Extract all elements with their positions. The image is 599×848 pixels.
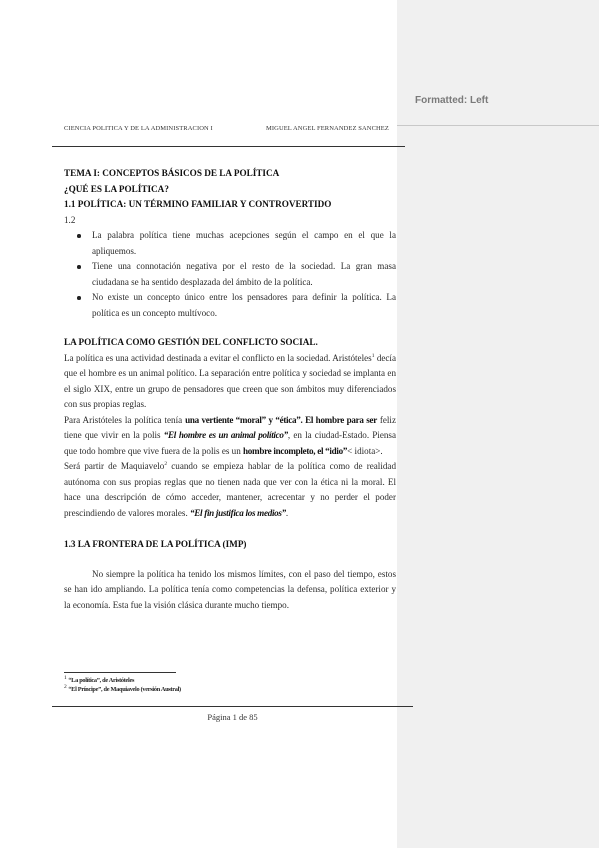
para2-text-d: < idiota>. [347, 445, 383, 456]
margin-divider [397, 125, 599, 126]
para3-emphasis: “El fin justifica los medios” [190, 507, 286, 518]
footnote-number: 1 [64, 674, 67, 681]
heading-tema: TEMA I: CONCEPTOS BÁSICOS DE LA POLÍTICA [64, 168, 280, 178]
para2-emphasis-2: “El hombre es un animal político” [163, 430, 288, 440]
para2-emphasis-1: una vertiente “moral” y “ética”. El hombre para ser [185, 414, 377, 425]
formatted-comment-label: Formatted: Left [415, 95, 489, 106]
footnote-ref-2[interactable]: 2 [164, 460, 168, 467]
bullet-item: La palabra política tiene muchas acepciones según el campo en el que la apliquemos. [64, 228, 396, 259]
para1-text-a: La política es una actividad destinada a evitar el conflicto en la sociedad. Aristóteles [64, 352, 372, 363]
heading-gestion: LA POLÍTICA COMO GESTIÓN DEL CONFLICTO SOCIAL. [64, 337, 318, 347]
heading-que-es: ¿QUÉ ES LA POLÍTICA? [64, 183, 169, 194]
footer-divider [52, 706, 413, 707]
paragraph-frontera: No siempre la política ha tenido los mismos límites, con el paso del tiempo, estos se han ido ampliando. La política tenía como competencias la defensa, política exterior y la economía. Esta fue la visión clásica durante mucho tiempo. [64, 568, 396, 610]
para2-text-b: feliz tiene que vivir en la polis [64, 414, 396, 440]
para3-text-a: Será partir de Maquiavelo [64, 461, 165, 471]
document-body [64, 166, 396, 613]
footnote-ref-1[interactable]: 1 [371, 352, 375, 359]
footnote-item [64, 676, 394, 685]
bullet-list [64, 228, 396, 321]
comments-margin-pane [397, 0, 599, 848]
paragraph-aristoteles-2 [64, 413, 396, 460]
footnote-separator [64, 672, 176, 673]
para2-emphasis-3: hombre incompleto, el “idio” [243, 445, 348, 456]
paragraph-aristoteles-1 [64, 351, 396, 413]
footnote-text: “La política”, de Aristóteles [68, 677, 135, 684]
para3-text-c: . [285, 507, 289, 518]
header-left-text: CIENCIA POLITICA Y DE LA ADMINISTRACION I [64, 125, 213, 132]
heading-1-3: 1.3 LA FRONTERA DE LA POLÍTICA (IMP) [64, 539, 247, 549]
heading-1-2: 1.2 [64, 214, 76, 225]
para2-text-c: , en la ciudad-Estado. Piensa que todo hombre que vive fuera de la polis es un [64, 430, 396, 456]
page-number-footer: Página 1 de 85 [207, 712, 258, 722]
footnote-text: “El Príncipe”, de Maquiavelo (versión Austral) [68, 686, 181, 693]
heading-1-1: 1.1 POLÍTICA: UN TÉRMINO FAMILIAR Y CONTROVERTIDO [64, 199, 332, 209]
para1-text-b: decía que el hombre es un animal político. La separación entre política y sociedad se implanta en el siglo XIX, entre un grupo de pensadores que creen que son ámbitos muy diferenciados con sus propias reglas. [64, 352, 396, 409]
footnote-item [64, 685, 394, 694]
footnotes [64, 676, 394, 694]
footnote-number: 2 [64, 683, 67, 690]
paragraph-maquiavelo [64, 459, 396, 521]
header-right-text: MIGUEL ANGEL FERNANDEZ SANCHEZ [266, 125, 389, 132]
header-divider [52, 146, 405, 147]
para2-text-a: Para Aristóteles la política tenía [64, 414, 186, 425]
bullet-item: Tiene una connotación negativa por el resto de la sociedad. La gran masa ciudadana se ha sentido desplazada del ámbito de la política. [64, 259, 396, 290]
bullet-item: No existe un concepto único entre los pensadores para definir la política. La política es un concepto multívoco. [64, 290, 396, 321]
para3-text-b: cuando se empieza hablar de la política como de realidad autónoma con sus propias reglas que no tienen nada que ver con la ética ni la moral. El hace una descripción de cómo acceder, mantener, acrecentar y no perder el poder prescindiendo de valores morales. [64, 461, 396, 518]
